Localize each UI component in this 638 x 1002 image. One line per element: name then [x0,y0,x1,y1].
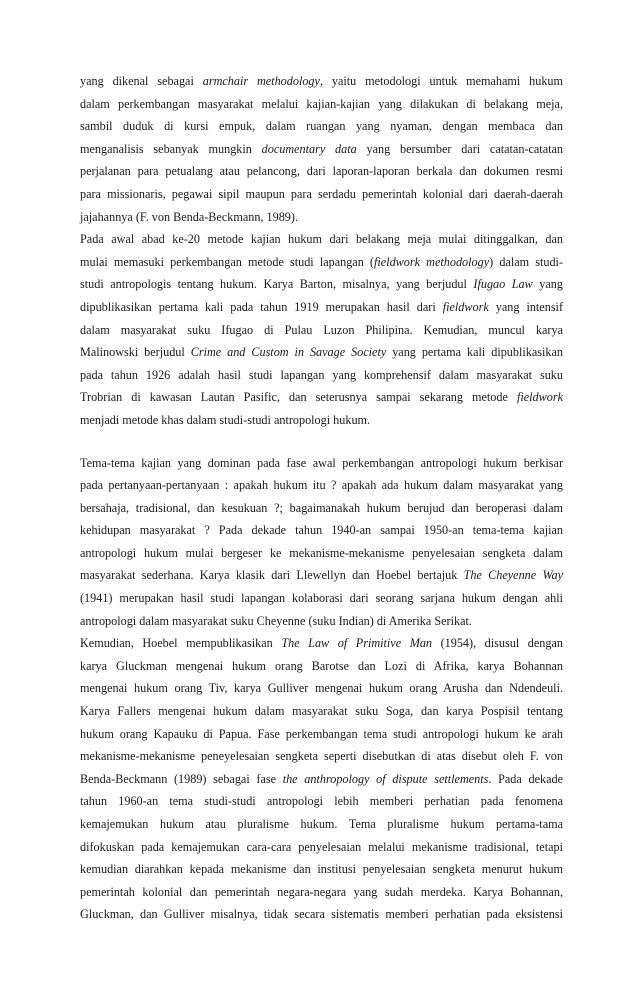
text-run: yang pertama kali dipublikasikan [386,345,563,360]
paragraph [80,452,563,633]
text-line [80,452,563,475]
text-run: antropologi dalam masyarakat suku Cheyenne (suku Indian) di Amerika Serikat. [80,613,472,628]
text-run: kemajemukan hukum atau pluralisme hukum. Tema pluralisme hukum pertama-tama [80,817,563,831]
text-line [80,273,563,296]
text-run: yang intensif [488,299,564,314]
text-line [80,70,563,93]
text-run: para missionaris, pegawai sipil maupun para serdadu pemerintah kolonial dari daerah-daerah [80,186,563,201]
text-run: dalam masyarakat suku Ifugao di Pulau Luzon Philipina. Kemudian, muncul karya [80,322,563,337]
text-line [80,745,563,768]
text-line [80,632,563,655]
text-run: menjadi metode khas dalam studi-studi antropologi hukum. [80,412,371,427]
text-run: (1941) merupakan hasil studi lapangan kolaborasi dari seorang sarjana hukum dengan ahli [80,591,563,606]
text-line [80,723,563,746]
text-line [80,183,563,206]
text-run: yang bersumber dari catatan-catatan [356,141,563,156]
text-line [80,542,563,565]
text-line [80,564,563,587]
text-run: studi antropologis tentang hukum. Karya Barton, misalnya, yang berjudul [80,277,474,292]
text-line [80,587,563,610]
italic-text: armchair methodology [202,74,320,88]
text-run: mulai memasuki perkembangan metode studi lapangan ( [80,254,374,269]
text-run: Pada awal abad ke-20 metode kajian hukum dari belakang meja mulai ditinggalkan, dan [80,232,563,247]
text-run: sambil duduk di kursi empuk, dalam ruangan yang nyaman, dengan membaca dan [80,119,563,134]
italic-text: The Cheyenne Way [463,568,563,583]
paragraph [80,70,563,228]
text-run: dipublikasikan pertama kali pada tahun 1919 merupakan hasil dari [80,299,443,314]
paragraph [80,632,563,926]
paragraph-spacing [80,432,563,452]
italic-text: The Law of Primitive Man [281,636,433,651]
text-run: pada tahun 1926 adalah hasil studi lapangan yang komprehensif dalam masyarakat suku [80,367,563,382]
text-line [80,160,563,183]
text-run: Karya Fallers mengenai hukum dalam masyarakat suku Soga, dan karya Pospisil tentang [80,704,563,719]
text-line [80,677,563,700]
text-line [80,206,563,229]
text-line [80,610,563,633]
text-run: Benda-Beckmann (1989) sebagai fase [80,771,283,786]
text-run: jajahannya (F. von Benda-Beckmann, 1989). [80,209,298,224]
text-line [80,519,563,542]
text-line [80,409,563,432]
text-run: karya Gluckman mengenai hukum orang Barotse dan Lozi di Afrika, karya Bohannan [80,658,563,673]
text-line [80,474,563,497]
italic-text: fieldwork [516,390,563,405]
text-run: dalam perkembangan masyarakat melalui kajian-kajian yang dilakukan di belakang meja, [80,96,563,111]
text-line [80,319,563,342]
text-run: . Pada dekade [488,771,564,786]
text-line [80,903,563,926]
text-line [80,836,563,859]
text-line [80,115,563,138]
text-line [80,364,563,387]
text-run: Kemudian, Hoebel mempublikasikan [80,636,282,651]
text-run: , yaitu metodologi untuk memahami hukum [319,74,563,88]
text-line [80,858,563,881]
text-run: Tema-tema kajian yang dominan pada fase awal perkembangan antropologi hukum berkisar [80,455,563,470]
italic-text: Ifugao Law [473,277,533,292]
text-run: Gluckman, dan Gulliver misalnya, tidak secara sistematis memberi perhatian pada eksistensi [80,907,563,922]
text-run: tahun 1960-an tema studi-studi antropologi lebih memberi perhatian pada fenomena [80,794,563,809]
text-line [80,497,563,520]
text-run: bersahaja, tradisional, dan kesukuan ?; bagaimanakah hukum berujud dan beroperasi dalam [80,500,563,515]
text-line [80,386,563,409]
document-body [80,70,563,926]
text-run: Trobrian di kawasan Lautan Pasific, dan seterusnya sampai sekarang metode [80,390,517,405]
text-run: masyarakat sederhana. Karya klasik dari Llewellyn dan Hoebel bertajuk [80,568,464,583]
text-line [80,790,563,813]
text-run: Malinowski berjudul [80,345,191,360]
text-line [80,341,563,364]
text-run: pemerintah kolonial dan pemerintah negara-negara yang sudah merdeka. Karya Bohannan, [80,884,563,899]
text-run: yang dikenal sebagai [80,74,203,88]
text-run: menganalisis sebanyak mungkin [80,141,262,156]
text-run: kehidupan masyarakat ? Pada dekade tahun 1940-an sampai 1950-an tema-tema kajian [80,523,563,538]
text-run: mengenai hukum orang Tiv, karya Gulliver mengenai hukum orang Arusha dan Ndendeuli. [80,681,563,696]
italic-text: documentary data [261,141,357,156]
text-line [80,700,563,723]
italic-text: fieldwork methodology [374,254,490,269]
text-line [80,93,563,116]
paragraph [80,228,563,431]
text-run: difokuskan pada kemajemukan cara-cara penyelesaian melalui mekanisme tradisional, tetapi [80,839,563,854]
text-line [80,228,563,251]
italic-text: the anthropology of dispute settlements [282,771,489,786]
text-run: (1954), disusul dengan [432,636,563,651]
text-run: ) dalam studi- [489,254,563,269]
text-line [80,138,563,161]
text-run: pada pertanyaan-pertanyaan : apakah hukum itu ? apakah ada hukum dalam masyarakat yang [80,478,563,493]
text-run: hukum orang Kapauku di Papua. Fase perkembangan tema studi antropologi hukum ke arah [80,726,563,741]
italic-text: fieldwork [442,299,489,314]
text-run: mekanisme-mekanisme peneyelesaian sengketa seperti disebutkan di atas disebut oleh F. von [80,749,563,764]
text-line [80,655,563,678]
text-line [80,813,563,836]
text-run: perjalanan para petualang atau pelancong, dari laporan-laporan berkala dan dokumen resmi [80,164,563,179]
text-line [80,768,563,791]
text-run: yang [532,277,563,292]
text-line [80,881,563,904]
text-line [80,251,563,274]
text-run: antropologi hukum mulai bergeser ke mekanisme-mekanisme penyelesaian sengketa dalam [80,545,563,560]
text-line [80,296,563,319]
text-run: kemudian diarahkan kepada mekanisme dan institusi penyelesaian sengketa menurut hukum [80,862,563,877]
italic-text: Crime and Custom in Savage Society [190,345,387,360]
